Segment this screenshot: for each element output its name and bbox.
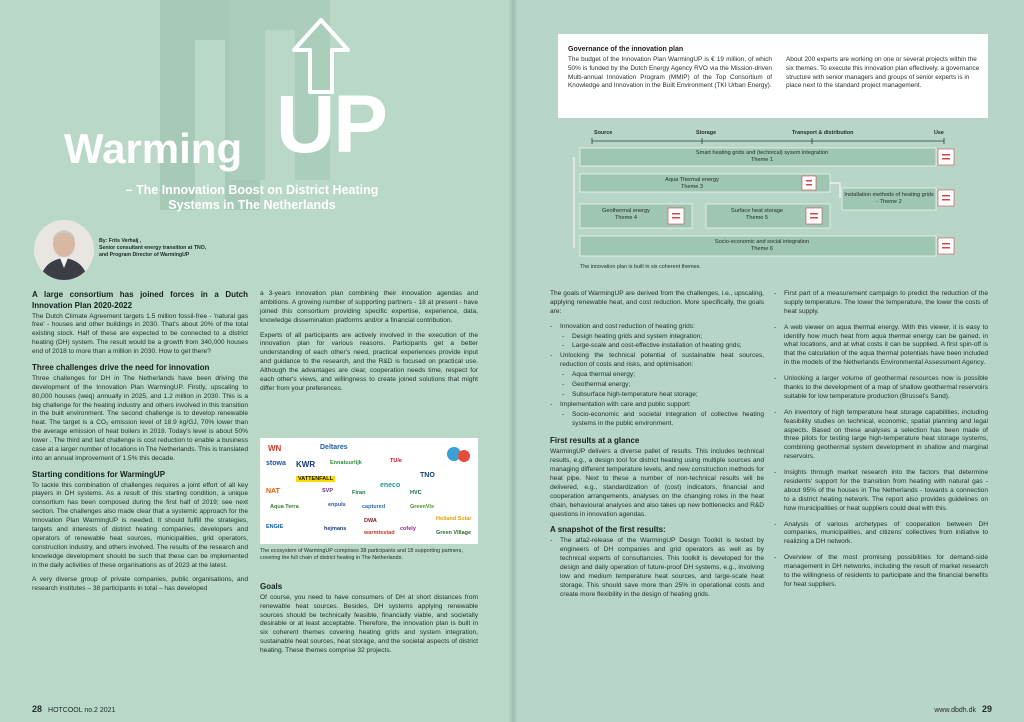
theme-number: Theme 5: [745, 214, 769, 221]
list-item: - Subsurface high-temperature heat storage;: [550, 391, 764, 400]
paragraph: The goals of WarmingUP are derived from the challenges, i.e., upscaling, applying renewable heat, and cost reduction. More specifically, the goals are:: [550, 290, 764, 315]
theme-name: Installation methods of heating grids - Theme 2: [844, 192, 934, 205]
right-column-1: [550, 290, 764, 606]
logo: cofely: [400, 526, 416, 532]
heading-challenges: Three challenges drive the need for innovation: [32, 363, 210, 373]
governance-title: Governance of the innovation plan: [568, 46, 684, 53]
author-byline: By: Frits Verhaij ,: [99, 238, 142, 244]
logo: DWA: [364, 518, 377, 524]
theme-name: Surface heat storage: [731, 208, 783, 214]
logo: WN: [268, 444, 282, 453]
author-role-2: and Program Director of WarmingUP: [99, 252, 190, 259]
paragraph: Experts of all participants are actively involved in the execution of the innovation plan for various reasons. Participants get a better understanding of each other's need, practical experiences provide input and guidance to the research, and the R&D is focused on practical use. Although the advantages are clear, cooperation needs time, respect for each other's views, and willingness to create joined solutions that might differ from your preferences.: [260, 331, 478, 392]
theme-name: Geothermal energy: [602, 208, 650, 214]
logos-caption: The ecosystem of WarmingUP comprises 38 participants and 18 supporting partners, covering the full chain of district heating in The Netherlands.: [260, 548, 463, 562]
left-column-2: [260, 290, 478, 400]
title-warming: Warming: [64, 125, 243, 172]
theme-5-label: [712, 208, 802, 222]
author-photo: [34, 220, 94, 280]
logo: Holland Solar: [436, 516, 472, 522]
logo: TU/e: [390, 458, 402, 464]
diagram-caption: The innovation plan is built in six coherent themes.: [580, 264, 701, 270]
theme-name: Smart heating grids and (technical) sysem integration: [695, 150, 829, 156]
logo: stowa: [266, 460, 286, 467]
list-item: - Insights through market research into the factors that determine residents' support for the transition from heating with natural gas - about 95% of the houses in The Netherlands - towards a connection to a district heating network. The report also provides guidelines on how municipalities or heat suppliers could deal with this.: [774, 469, 988, 513]
paragraph: Three challenges for DH in The Netherlands have been driving the development of the Innovation Plan WarmingUP. Firstly, upscaling to 80,000 houses (weq) annually in 2025, and 1.2 million in 2030. This is a big challenge for the heating industry and others involved in this transition in the built environment. The second challenge is to develop renewable heat. The target is a CO₂ emission level of 18.9 kg/GJ, 70% lower than the average emission of heat boilers in 2018. Today's level is about 50% lower . The third and last challenge is cost reduction to enable a business case at a larger number of locations in The Netherlands. This is translated into an annual improvement of 1.5% this decade.: [32, 374, 248, 462]
themes-diagram: [572, 128, 962, 274]
author-role: Senior consultant energy transition at TNO,: [99, 245, 207, 252]
theme-number: Theme 3: [680, 183, 704, 190]
list-item: - Innovation and cost reduction of heating grids:: [550, 323, 764, 332]
paragraph: Of course, you need to have consumers of DH at short distances from renewable heat sources. Besides, DH systems applying renewable sources should be technically feasible, financially viable, and societally desirable or at least acceptable. Therefore, the innovation plan is built in six coherent themes covering heating grids and system integration, sustainable heat sources, heat storage, and the societal aspects of district heating. These themes comprise 32 projects.: [260, 593, 478, 655]
page-spine: [508, 0, 518, 722]
logo: Ennatuurlijk: [330, 460, 362, 466]
theme-2-label: [844, 192, 934, 206]
list-item: - An inventory of high temperature heat storage capabilities, including feasibility studies on technical, economic, spatial planning and legal aspects. Based on these analyses a selection has been made of three pilots for testing large high-temperature heat storage systems, combining geothermal system development in shallow and marginal reservoirs.: [774, 409, 988, 462]
magazine-name: HOTCOOL no.2 2021: [48, 707, 116, 714]
list-item: - Analysis of various archetypes of cooperation between DH companies, municipalities, and citizens' collectives from initiative to realizing a DH network.: [774, 521, 988, 548]
logo: VATTENFALL: [298, 476, 333, 482]
logo: warmtestad: [364, 530, 395, 536]
list-item: - Implementation with care and public support:: [550, 401, 764, 410]
logo: GreenVis: [410, 504, 435, 510]
heading-snapshot: A snapshot of the first results:: [550, 525, 666, 535]
logo: TNO: [420, 472, 435, 479]
logo: eneco: [380, 482, 401, 489]
theme-3-label: [632, 177, 752, 191]
footer-right: [934, 704, 992, 714]
diagram-header-transport: Transport & distribution: [792, 130, 854, 136]
goals-section: [260, 582, 478, 662]
logo: ENGIE: [266, 524, 284, 530]
heading-consortium: A large consortium has joined forces in a Dutch Innovation Plan 2020-2022: [32, 290, 248, 310]
logo: hejmans: [324, 526, 347, 532]
theme-1-label: [632, 150, 892, 164]
governance-text-left: The budget of the Innovation Plan WarmingUP is € 19 million, of which 50% is funded by the Dutch Energy Agency RVO via the Mission-driven Multi-annual Innovation Program (MMIP) of the Top Consortium of Knowledge and Innovation in the Built Environment (TKI Urban Energy).: [568, 56, 772, 90]
list-item: - Unlocking the technical potential of sustainable heat sources, reduction of costs and risks, and optimisation:: [550, 352, 764, 370]
theme-number: Theme 1: [750, 156, 774, 163]
author-info: [99, 238, 289, 259]
theme-6-label: [652, 239, 872, 253]
paragraph: A very diverse group of private companies, public organisations, and research institutes – 38 participants in total – has developed: [32, 576, 248, 593]
logo: KWR: [296, 460, 316, 469]
logo: captured: [362, 504, 386, 510]
title-up: UP: [276, 79, 386, 170]
logo-mark-icon: [444, 442, 474, 468]
page-number: 28: [32, 704, 43, 714]
list-item: - Large-scale and cost-effective installation of heating grids;: [550, 342, 764, 351]
theme-number: Theme 4: [614, 214, 638, 221]
snapshot-list: [550, 537, 764, 599]
diagram-header-source: Source: [594, 130, 613, 136]
logo: SVP: [322, 488, 334, 494]
logo: Firan: [352, 490, 366, 496]
diagram-header-storage: Storage: [696, 130, 717, 136]
diagram-header-use: Use: [934, 130, 944, 136]
footer-left: [32, 704, 115, 714]
list-item: - Aqua thermal energy;: [550, 371, 764, 380]
paragraph: To tackle this combination of challenges requires a joint effort of all key players in DH systems. As a result of this starting condition, a unique consortium has been composed during the first half of 2019; see next section. The challenges also made clear that a systemic approach for the Innovation Plan WarmingUP is needed. It should fulfill the strategies, targets and interests of district heating companies, developers and operators of renewable heat sources, municipalities, grid operators, construction industry, and others involved. The results of the research and knowledge development should be such that these can be implemented in the daily activities of these organisations as of 2023 at the latest.: [32, 481, 248, 569]
article-subtitle: – The Innovation Boost on District Heating Systems in The Netherlands: [125, 183, 379, 213]
list-item: - Socio-economic and societal integration of collective heating systems in the public environment.: [550, 411, 764, 429]
logo: Aqua Terra: [270, 504, 299, 510]
heading-goals: Goals: [260, 582, 283, 591]
theme-name: Socio-economic and social integration: [714, 239, 810, 245]
logo: enpuls: [328, 502, 346, 508]
list-item: - First part of a measurement campaign to predict the reduction of the supply temperature. The lower the temperature, the lower the costs of heat supply.: [774, 290, 988, 317]
partner-logos: [260, 438, 478, 544]
website-url: www.dbdh.dk: [934, 707, 976, 714]
results-list: [774, 290, 988, 590]
page-number: 29: [981, 704, 992, 714]
list-item: - A web viewer on aqua thermal energy. With this viewer, it is easy to identify how much heat from aqua thermal energy can be gained, in what locations, and at what costs it can be supplied. A first spin-off is that the calculation of the aqua thermal potentials have been included in the models of the Netherlands Environmental Assessment Agency.: [774, 324, 988, 368]
logo: Deltares: [320, 444, 348, 451]
heading-first-results: First results at a glance: [550, 436, 640, 446]
paragraph: The Dutch Climate Agreement targets 1.5 million fossil-free - 'natural gas free' - houses and other buildings in 2030. That's about 20% of the total existing stock. Half of these are expected to be connected to a district heating (DH) system. The result would be a growth from 340,000 houses end of 2018 to more than a million in 2030. How to get there?: [32, 312, 248, 356]
theme-number: Theme 6: [750, 245, 774, 252]
logo: HVC: [410, 490, 422, 496]
goals-list: [550, 323, 764, 429]
paragraph: a 3-years innovation plan combining their innovation agendas and ambitions. A growing number of supporting partners - 18 at present - have joined this consortium providing specific expertise, experience, data, knowledge dissemination platforms and/or a financial contribution.: [260, 290, 478, 324]
theme-4-label: [586, 208, 666, 222]
list-item: - The alfa2-release of the WarmingUP Design Toolkit is tested by engineers of DH companies and grid operators as well as by technical experts of consultancies. This toolkit is developed for the design and daily operation of future-proof DH systems, e.g., involving low and medium temperature heat sources, and large-scale heat storage. This should save more than 25% in operational costs and create more flexibility in the design of heating grids.: [550, 537, 764, 599]
list-item: - Geothermal energy;: [550, 381, 764, 390]
list-item: - Unlocking a larger volume of geothermal resources now is possible thanks to the development of a map of shallow geothermal reservoirs suitable for low temperature production (Brussel's Sand).: [774, 375, 988, 402]
list-item: - Overview of the most promising possibilities for demand-side management in DH networks, including the result of market research to the willingness of residents to participate and the financial benefits for heat suppliers.: [774, 554, 988, 590]
left-column-1: [32, 290, 248, 600]
logo: Green Village: [436, 530, 472, 536]
list-item: - Design heating grids and system integration;: [550, 333, 764, 342]
governance-text-right: About 200 experts are working on one or several projects within the six themes. To execute this innovation plan effectively, a governance structure with senior managers and groups of senior experts is in place next to the standard project management.: [786, 56, 980, 90]
heading-starting-conditions: Starting conditions for WarmingUP: [32, 469, 166, 479]
paragraph: WarmingUP delivers a diverse pallet of results. This includes technical results, e.g., a design tool for district heating using multiple sources and managing different temperature levels, and new construction methods for heat pipe. Next to these a number of non-technical results will be delivered, e.g., standardization of (cost) indicators, financial and cooperation arrangements, analyses on the changing roles in the heat chain, behavioural analyses and also takes up new bottlenecks and R&D questions in innovation agendas.: [550, 448, 764, 518]
governance-box: [558, 34, 988, 118]
right-column-2: [774, 290, 988, 597]
theme-name: Aqua Thermal energy: [665, 177, 719, 183]
logo: NAT: [266, 488, 280, 495]
